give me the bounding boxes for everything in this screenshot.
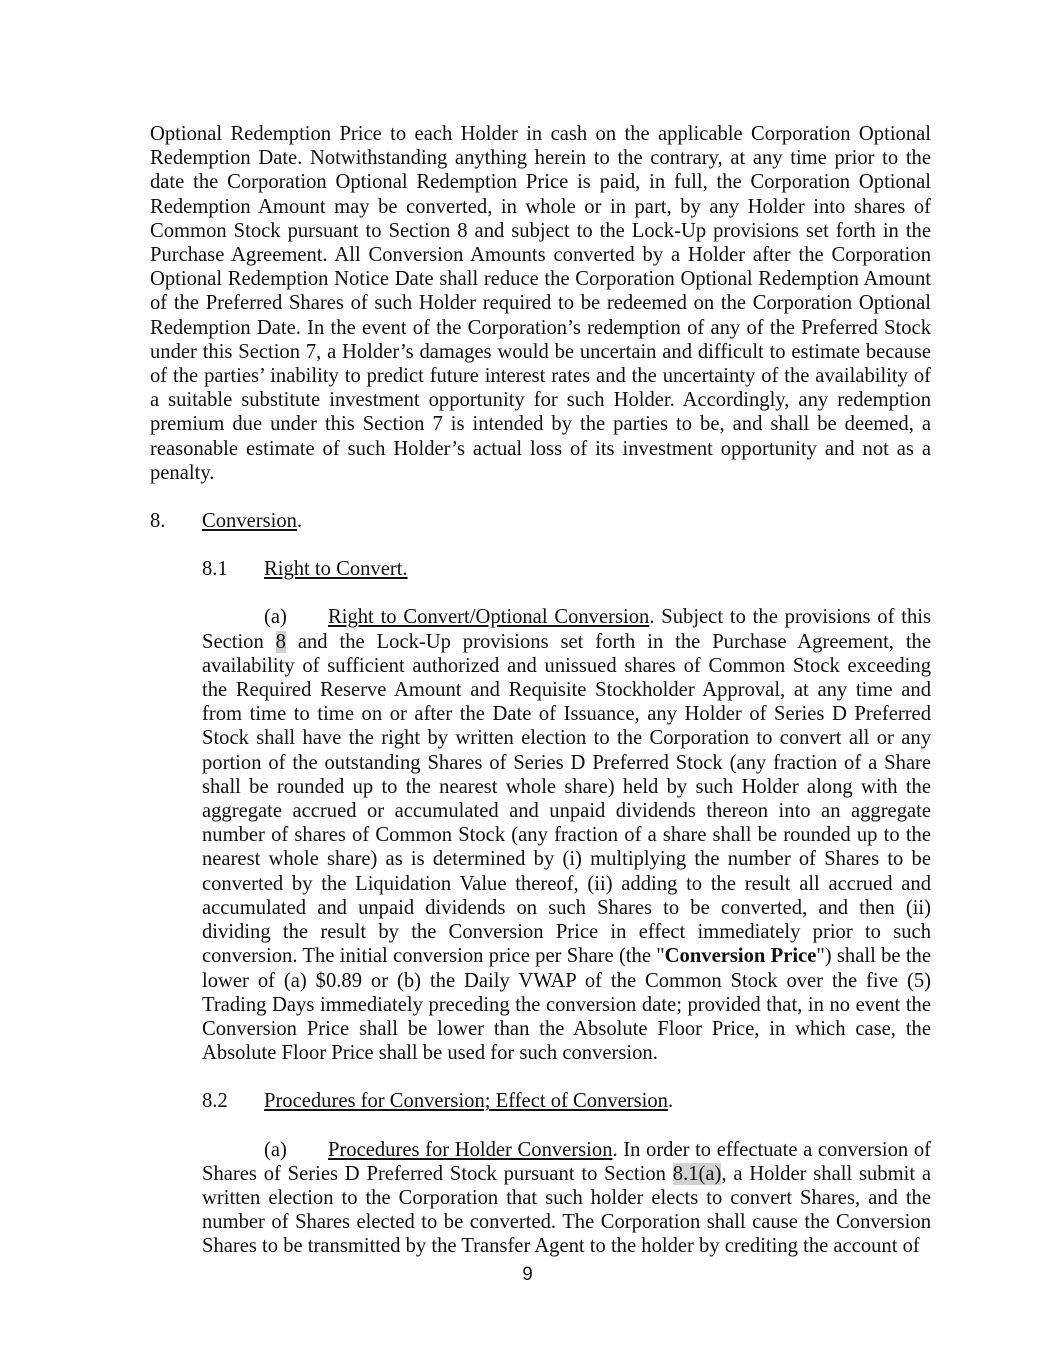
paragraph-optional-redemption xyxy=(150,122,931,485)
text-segment: Procedures for Holder Conversion xyxy=(328,1138,613,1161)
text-segment: and the Lock-Up provisions set forth in the Purchase Agreement, the availability of sufficient authorized and unissued shares of Common Stock exceeding the Required Reserve Amount and Requisite Stockholder Approval, at any time and from time to time on or after the Date of Issuance, any Holder of Series D Preferred Stock shall have the right by written election to the Corporation to convert all or any portion of the outstanding Shares of Series D Preferred Stock (any fraction of a Share shall be rounded up to the nearest whole share) held by such Holder along with the aggregate accrued or accumulated and unpaid dividends thereon into an aggregate number of shares of Common Stock (any fraction of a share shall be rounded up to the nearest whole share) as is determined by (i) multiplying the number of Shares to be converted by the Liquidation Value thereof, (ii) adding to the result all accrued and accumulated and unpaid dividends on such Shares to be converted, and then (ii) dividing the result by the Conversion Price in effect immediately prior to such conversion. The initial conversion price per Share (the " xyxy=(202,630,931,968)
cross-reference-highlight: 8.1(a) xyxy=(672,1162,722,1185)
section-8-heading xyxy=(150,509,931,533)
section-8-title-period: . xyxy=(296,510,303,533)
text-segment: ") shall be the lower of (a) $0.89 or (b) the Daily VWAP of the Common Stock over the five (5) Trading Days immediately preceding the conversion date; provided that, in no event the Conversion Price shall be lower than the Absolute Floor Price, in which case, the Absolute Floor Price shall be used for such conversion. xyxy=(202,945,931,1065)
paragraph-8-1-a-text xyxy=(202,606,931,1064)
text-segment: Right to Convert/Optional Conversion xyxy=(328,606,650,629)
paragraph-8-2-a-label: (a) xyxy=(264,1138,287,1161)
section-8-2-number: 8.2 xyxy=(202,1090,228,1113)
section-8-2-title-period: . xyxy=(667,1090,674,1113)
section-8-1-number: 8.1 xyxy=(202,558,228,581)
text-segment: Conversion Price xyxy=(664,945,817,968)
section-8-2-title: Procedures for Conversion; Effect of Conversion xyxy=(264,1090,668,1113)
text-segment: . Subject to the provisions of this Section xyxy=(202,606,931,653)
section-8-2-heading xyxy=(202,1089,931,1113)
text-segment: . In order to effectuate a conversion of Shares of Series D Preferred Stock pursuant to Section xyxy=(202,1138,931,1185)
page-number: 9 xyxy=(522,1263,533,1285)
section-8-title: Conversion xyxy=(202,510,297,533)
section-8-1-heading xyxy=(202,557,931,581)
paragraph-8-2-a xyxy=(202,1138,931,1259)
paragraph-8-1-a-label: (a) xyxy=(264,606,287,629)
section-8-number: 8. xyxy=(150,510,166,533)
text-segment: , a Holder shall submit a written election to the Corporation that such holder elects to convert Shares, and the number of Shares elected to be converted. The Corporation shall cause the Conversion Shares to be transmitted by the Transfer Agent to the holder by crediting the account of xyxy=(202,1162,931,1258)
paragraph-8-1-a xyxy=(202,605,931,1065)
text-segment: Optional Redemption Price to each Holder in cash on the applicable Corporation Optional Redemption Date. Notwithstanding anything herein to the contrary, at any time prior to the date the Corporation Optional Redemption Price is paid, in full, the Corporation Optional Redemption Amount may be converted, in whole or in part, by any Holder into shares of Common Stock pursuant to Section 8 and subject to the Lock-Up provisions set forth in the Purchase Agreement. All Conversion Amounts converted by a Holder after the Corporation Optional Redemption Notice Date shall reduce the Corporation Optional Redemption Amount of the Preferred Shares of such Holder required to be redeemed on the Corporation Optional Redemption Date. In the event of the Corporation’s redemption of any of the Preferred Stock under this Section 7, a Holder’s damages would be uncertain and difficult to estimate because of the parties’ inability to predict future interest rates and the uncertainty of the availability of a suitable substitute investment opportunity for such Holder. Accordingly, any redemption premium due under this Section 7 is intended by the parties to be, and shall be deemed, a reasonable estimate of such Holder’s actual loss of its investment opportunity and not as a penalty. xyxy=(150,123,931,484)
cross-reference-highlight: 8 xyxy=(275,630,286,653)
section-8-1-title: Right to Convert. xyxy=(264,558,408,581)
